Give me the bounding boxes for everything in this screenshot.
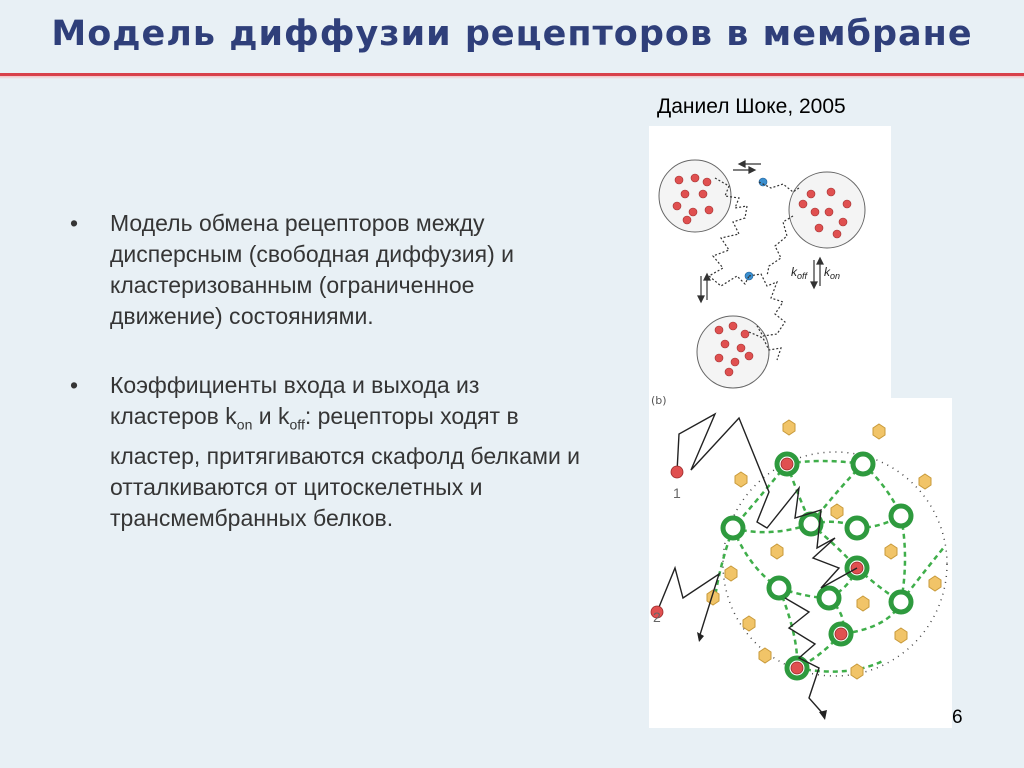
bullet-item <box>70 208 590 332</box>
cluster-exchange-diagram <box>649 126 891 400</box>
bullet-mark: • <box>70 210 79 236</box>
page-number: 6 <box>952 707 963 728</box>
receptor-label-1: 1 <box>673 485 681 501</box>
panel-label: (b) <box>651 394 667 407</box>
free-receptor-1 <box>671 466 683 478</box>
trajectory-arrowheads <box>697 632 827 720</box>
receptor-label-2: 2 <box>653 609 661 625</box>
scaffold-links <box>715 461 945 672</box>
bullet-item <box>70 370 590 534</box>
cluster-circle <box>659 160 731 232</box>
title-divider-shadow <box>0 76 1024 79</box>
bullet-text-part: Коэффициенты входа и выхода из кластеров k <box>110 372 480 429</box>
bullet-text-part: и k <box>252 403 290 429</box>
cluster-exchange-figure <box>649 126 891 400</box>
scaffold-cluster-figure <box>649 398 952 728</box>
bullet-text <box>110 372 580 531</box>
scaffold-proteins <box>723 454 911 678</box>
bullet-mark: • <box>70 372 79 398</box>
koff-label: $k_{off}$ <box>791 265 808 281</box>
bullet-text: Модель обмена рецепторов между дисперсным (свободная диффузия) и кластеризованным (ограниченное движение) состояниями. <box>110 210 514 329</box>
kon-label: $k_{on}$ <box>824 265 841 281</box>
bullet-list <box>70 208 590 534</box>
slide-title: Модель диффузии рецепторов в мембране <box>51 14 973 54</box>
koff-subscript: off <box>289 416 305 433</box>
obstacle-proteins <box>707 420 941 679</box>
author-citation: Даниел Шоке, 2005 <box>657 95 846 118</box>
kon-subscript: on <box>236 416 253 433</box>
bullet-text-part: : рецепторы ходят в кластер, притягиваются скафолд белками и отталкиваются от цитоскелетных и трансмембранных белков. <box>110 403 581 531</box>
scaffold-cluster-diagram <box>649 398 952 728</box>
